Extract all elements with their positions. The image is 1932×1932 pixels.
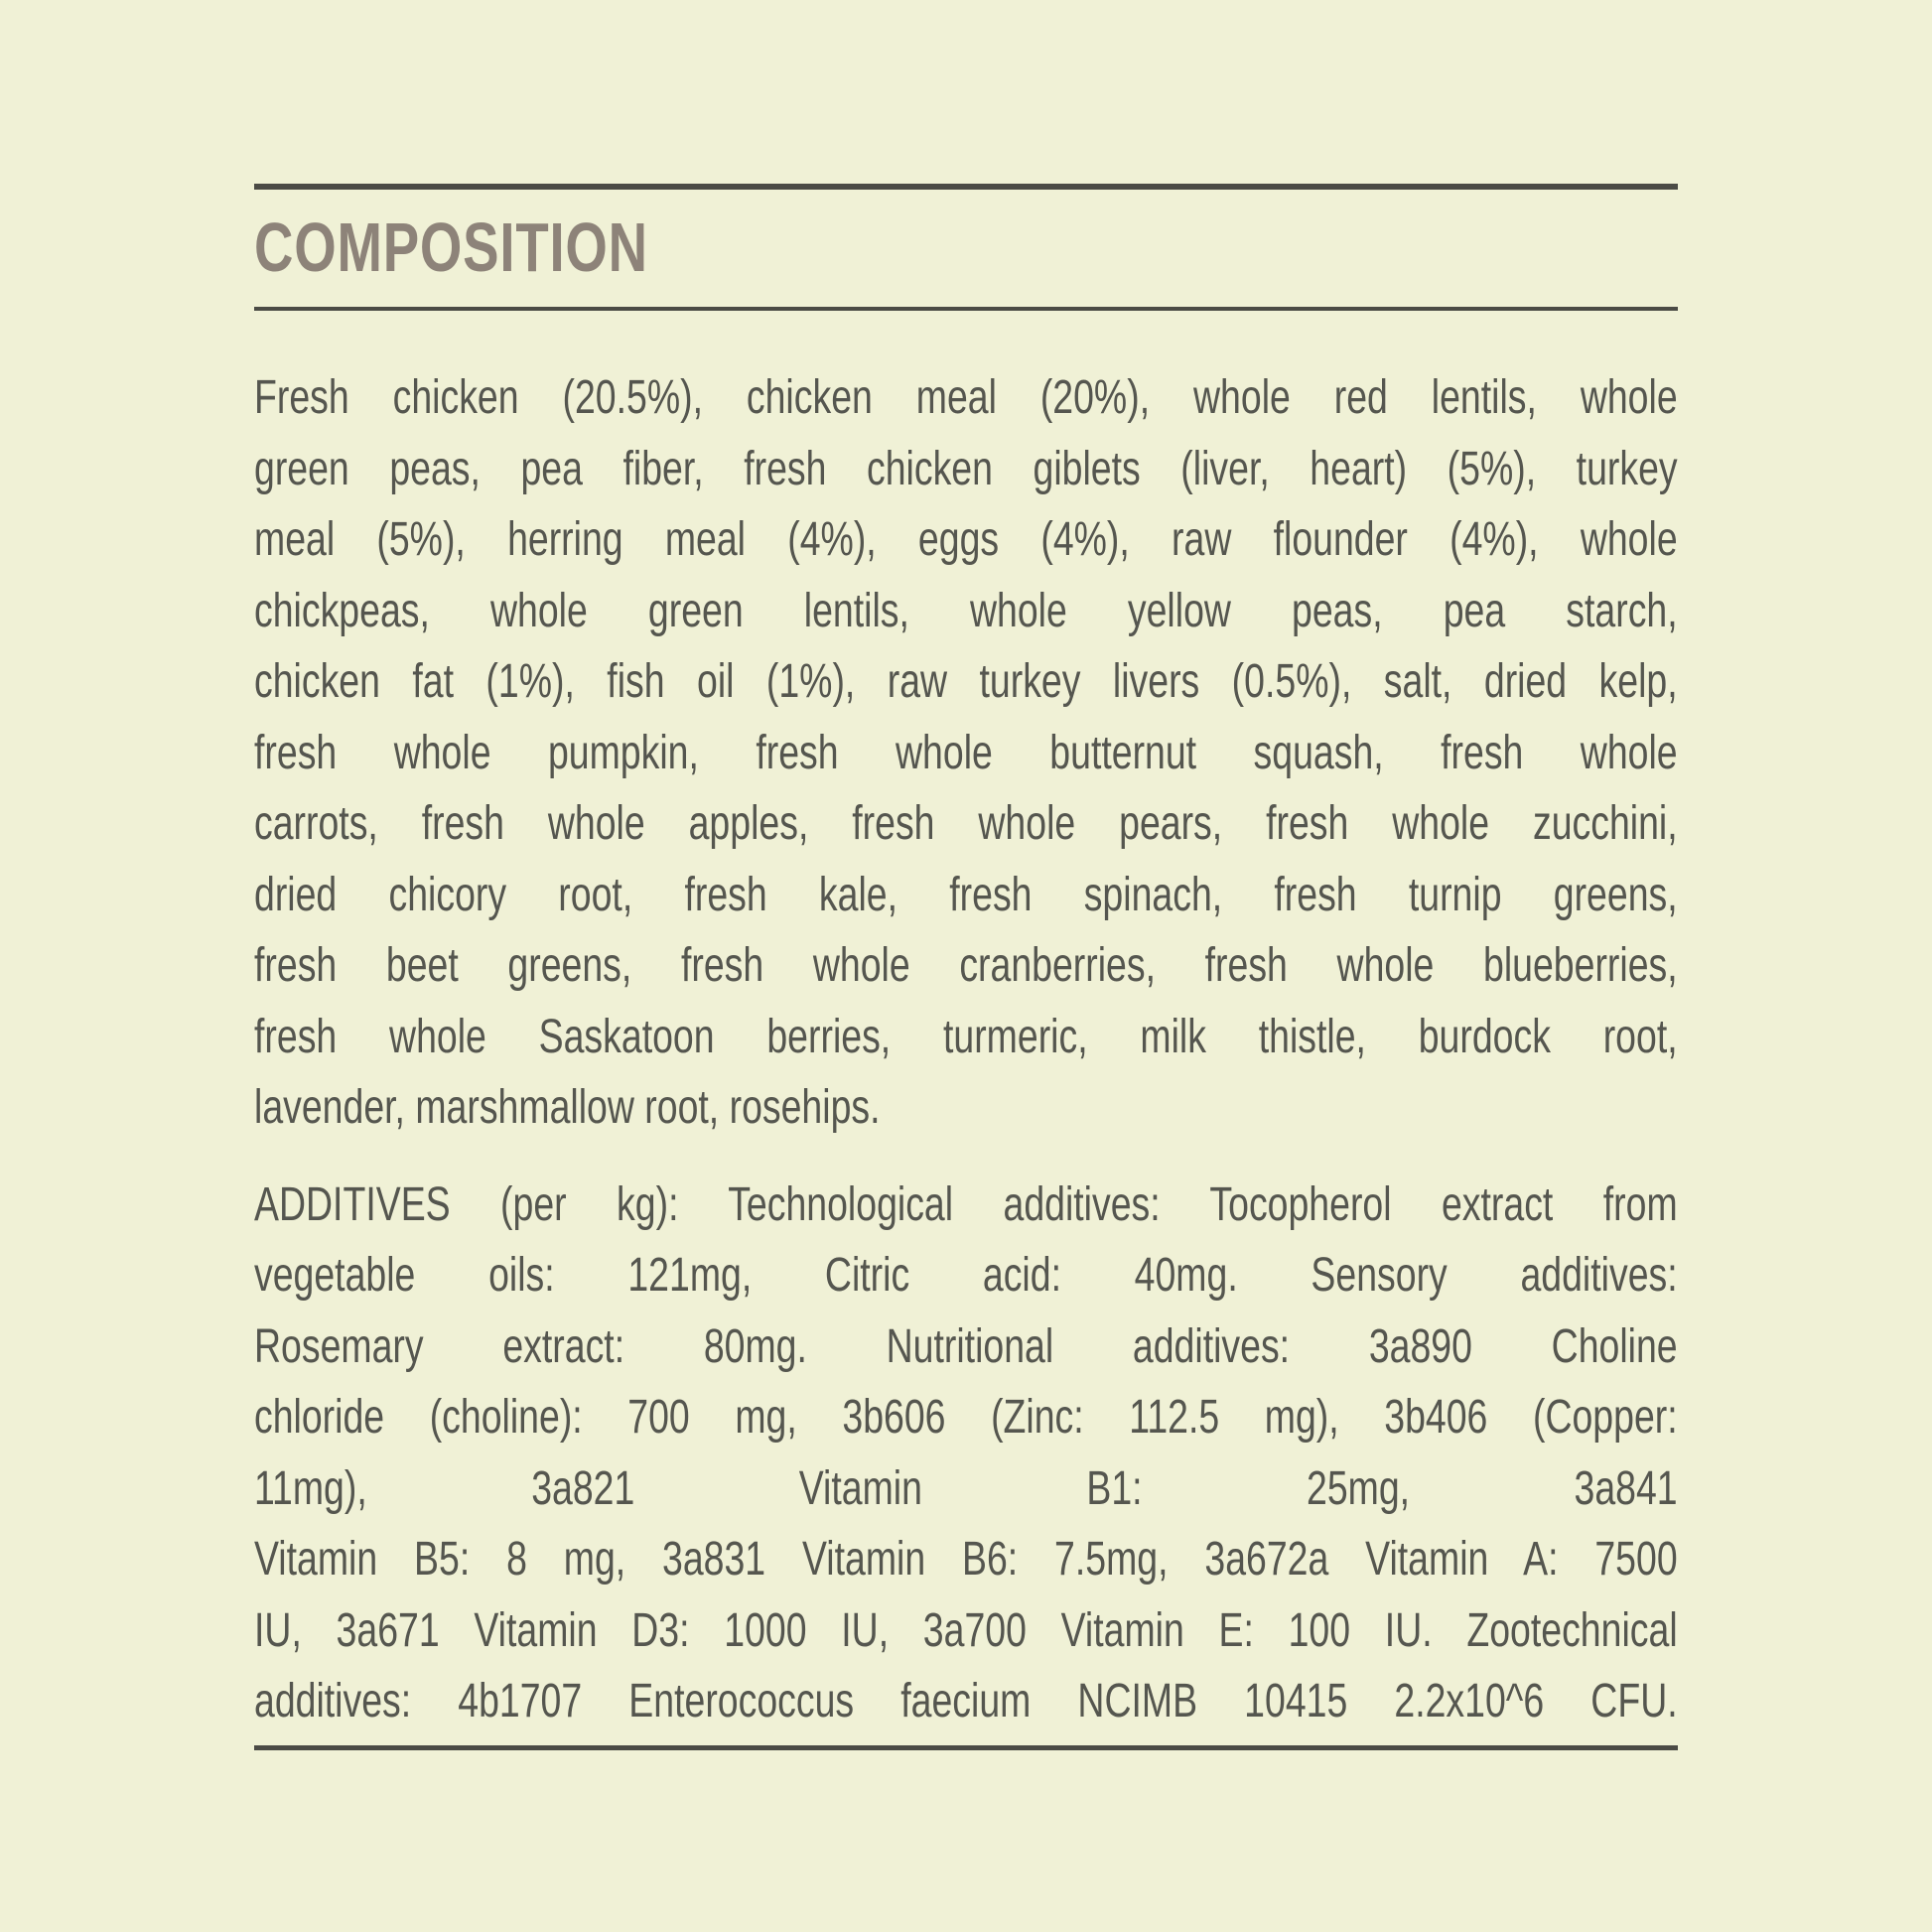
section-title-wrap [254, 206, 1365, 289]
composition-section [254, 184, 1678, 1750]
ingredients-line: carrots, fresh whole apples, fresh whole pears, fresh whole zucchini, [254, 797, 1678, 850]
additives-paragraph [254, 1170, 1678, 1737]
additives-line: 11mg), 3a821 Vitamin B1: 25mg, 3a841 [254, 1461, 1678, 1515]
ingredients-line: lavender, marshmallow root, rosehips. [254, 1081, 881, 1134]
ingredients-line: fresh whole pumpkin, fresh whole butternut squash, fresh whole [254, 726, 1678, 779]
section-title: COMPOSITION [254, 208, 648, 286]
ingredients-paragraph [254, 362, 1678, 1144]
bottom-divider [254, 1745, 1678, 1750]
ingredients-line: Fresh chicken (20.5%), chicken meal (20%), whole red lentils, whole [254, 371, 1678, 424]
additives-line: chloride (choline): 700 mg, 3b606 (Zinc: 112.5 mg), 3b406 (Copper: [254, 1391, 1678, 1444]
ingredients-line: fresh beet greens, fresh whole cranberries, fresh whole blueberries, [254, 939, 1678, 992]
ingredients-line: meal (5%), herring meal (4%), eggs (4%), raw flounder (4%), whole [254, 513, 1678, 566]
top-divider [254, 184, 1678, 190]
ingredients-line: chicken fat (1%), fish oil (1%), raw turkey livers (0.5%), salt, dried kelp, [254, 655, 1678, 708]
ingredients-line: fresh whole Saskatoon berries, turmeric, milk thistle, burdock root, [254, 1010, 1678, 1063]
additives-line: additives: 4b1707 Enterococcus faecium NCIMB 10415 2.2x10^6 CFU. [254, 1675, 1678, 1727]
ingredients-line: green peas, pea fiber, fresh chicken giblets (liver, heart) (5%), turkey [254, 442, 1678, 495]
additives-line: ADDITIVES (per kg): Technological additives: Tocopherol extract from [254, 1177, 1678, 1231]
ingredients-line: dried chicory root, fresh kale, fresh spinach, fresh turnip greens, [254, 868, 1678, 921]
title-divider [254, 307, 1678, 311]
additives-line: Vitamin B5: 8 mg, 3a831 Vitamin B6: 7.5mg, 3a672a Vitamin A: 7500 [254, 1533, 1678, 1586]
ingredients-line: chickpeas, whole green lentils, whole yellow peas, pea starch, [254, 584, 1678, 637]
additives-line: vegetable oils: 121mg, Citric acid: 40mg. Sensory additives: [254, 1249, 1678, 1302]
additives-line: Rosemary extract: 80mg. Nutritional additives: 3a890 Choline [254, 1319, 1678, 1373]
additives-line: IU, 3a671 Vitamin D3: 1000 IU, 3a700 Vitamin E: 100 IU. Zootechnical [254, 1603, 1678, 1657]
